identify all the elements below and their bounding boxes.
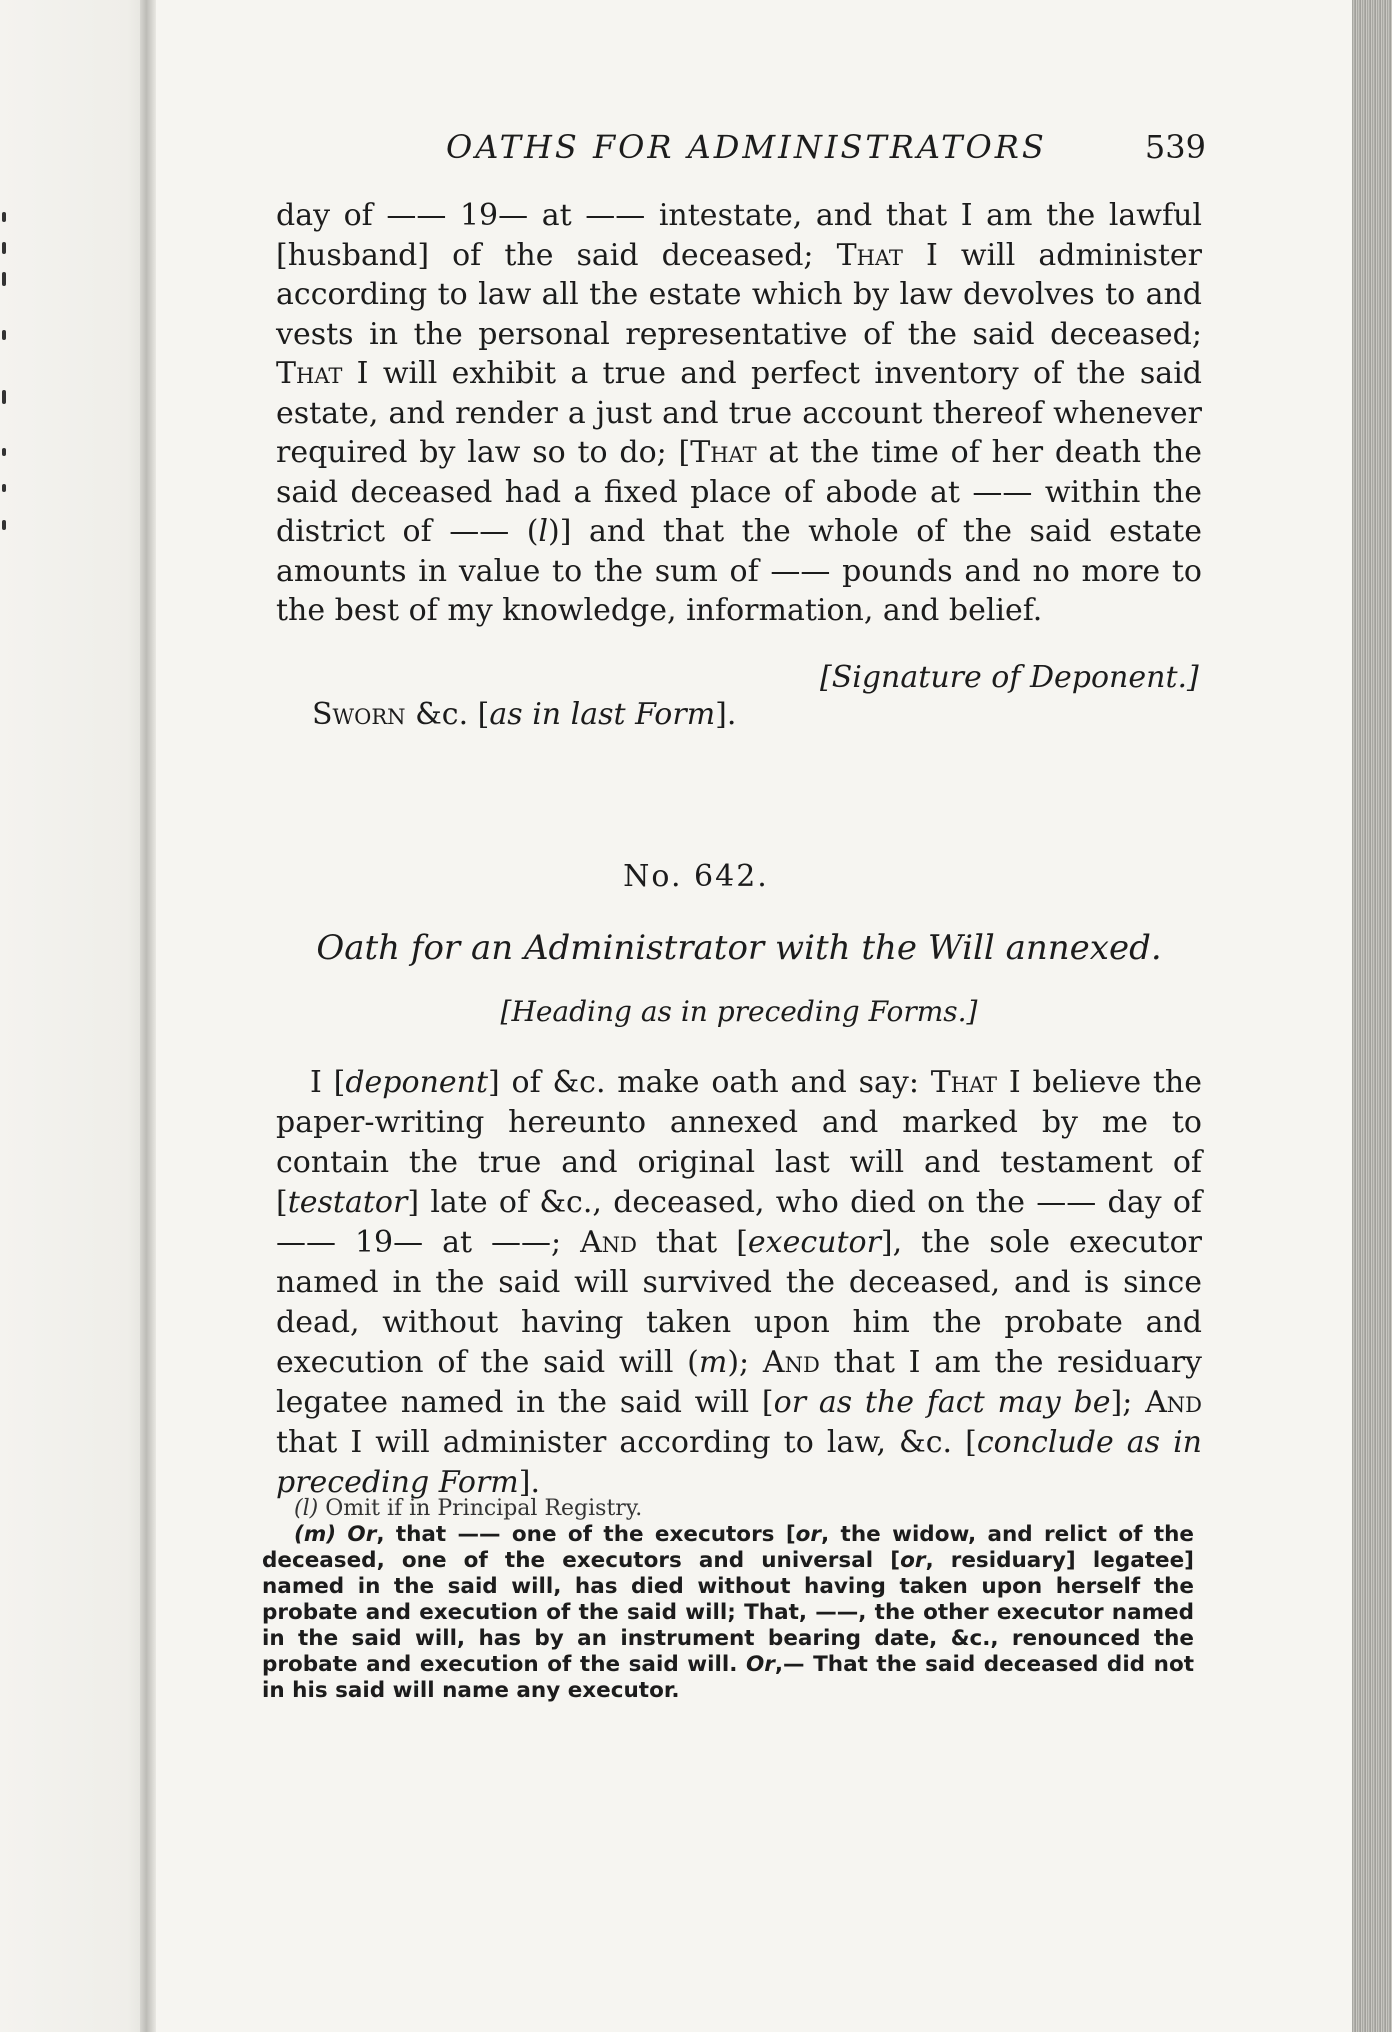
left-page-margin: [0, 0, 150, 2032]
signature-line: [Signature of Deponent.]: [820, 660, 1199, 695]
page-header: [446, 128, 1206, 172]
footnotes: [262, 1496, 1194, 1704]
footnote-ref-m: m: [698, 1345, 728, 1380]
footnote-ref-l: l: [538, 514, 549, 549]
footnote-m: (m) Or, that —— one of the executors [or, the widow, and relict of the deceased, one of the executors and universal [or, residuary] legatee] named in the said will, has died without having taken upon herself the probate and execution of the said will; That, ——, the other executor named in the said will, has by an instrument bearing date, &c., renounced the probate and execution of the said will. Or,— That the said deceased did not in his said will name any executor.: [262, 1522, 1194, 1703]
form-heading-note: [Heading as in preceding Forms.]: [500, 995, 978, 1028]
running-title: OATHS FOR ADMINISTRATORS: [446, 128, 1047, 166]
form-number: No. 642.: [623, 859, 769, 894]
footnote-l: (l) Omit if in Principal Registry.: [294, 1496, 643, 1521]
page-edges: [1352, 0, 1392, 2032]
form-title: Oath for an Administrator with the Will annexed.: [316, 928, 1162, 968]
page-number: 539: [1144, 128, 1206, 166]
oath-paragraph-continued: day of —— 19— at —— intestate, and that I am the lawful [husband] of the said deceased; That I will administer according to law all the estate which by law devolves to and vests in the personal representative of the said deceased; That I will exhibit a true and perfect inventory of the said estate, and render a just and true account thereof whenever required by law so to do; [That at the time of her death the said deceased had a fixed place of abode at —— within the district of —— (l)] and that the whole of the said estate amounts in value to the sum of —— pounds and no more to the best of my knowledge, information, and belief.: [276, 198, 1203, 628]
oath-paragraph: I [deponent] of &c. make oath and say: That I believe the paper-writing hereunto annexed and marked by me to contain the true and original last will and testament of [testator] late of &c., deceased, who died on the —— day of —— 19— at ——; And that [executor], the sole executor named in the said will survived the deceased, and is since dead, without having taken upon him the probate and execution of the said will (m); And that I am the residuary legatee named in the said will [or as the fact may be]; And that I will administer according to law, &c. [conclude as in preceding Form].: [276, 1065, 1202, 1500]
sworn-line: Sworn &c. [as in last Form].: [312, 697, 737, 732]
book-gutter: [140, 0, 156, 2032]
